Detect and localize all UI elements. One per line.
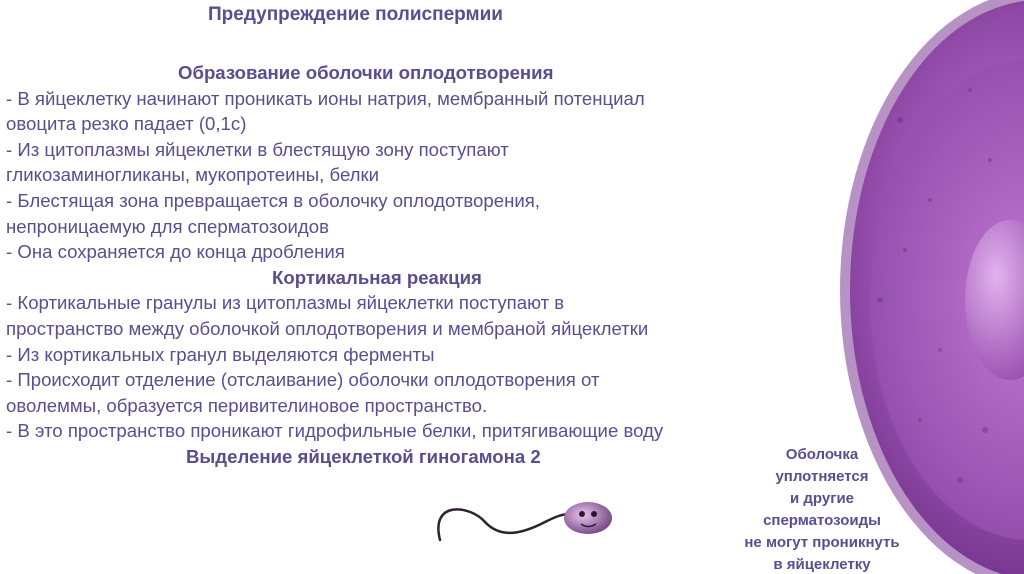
caption-line: Оболочка <box>785 446 859 463</box>
text-line: оволеммы, образуется перивителиновое пространство. <box>6 394 488 416</box>
text-line: - Происходит отделение (отслаивание) оболочки оплодотворения от <box>6 369 600 391</box>
slide-title: Предупреждение полиспермии <box>208 4 503 25</box>
slide-body <box>6 60 766 470</box>
text-line: непроницаемую для сперматозоидов <box>6 215 329 237</box>
text-line: - В это пространство проникают гидрофильные белки, притягивающие воду <box>6 420 664 442</box>
text-line: - В яйцеклетку начинают проникать ионы натрия, мембранный потенциал <box>6 87 645 109</box>
section-heading: Образование оболочки оплодотворения <box>178 62 554 83</box>
text-line: пространство между оболочкой оплодотворения и мембраной яйцеклетки <box>6 317 649 339</box>
text-line: - Из кортикальных гранул выделяются ферменты <box>6 343 435 365</box>
text-line: гликозаминогликаны, мукопротеины, белки <box>6 164 380 186</box>
text-line: овоцита резко падает (0,1с) <box>6 113 247 135</box>
section-heading: Кортикальная реакция <box>272 266 482 288</box>
text-line: - Кортикальные гранулы из цитоплазмы яйцеклетки поступают в <box>6 292 565 314</box>
text-line: - Из цитоплазмы яйцеклетки в блестящую зону поступают <box>6 138 509 160</box>
text-line: - Блестящая зона превращается в оболочку оплодотворения, <box>6 189 540 211</box>
caption-line: в яйцеклетку <box>773 556 871 573</box>
section-heading: Выделение яйцеклеткой гиногамона 2 <box>186 445 541 467</box>
text-line: - Она сохраняется до конца дробления <box>6 241 345 263</box>
caption-line: не могут проникнуть <box>744 534 900 551</box>
sperm-cell <box>438 502 612 540</box>
caption-line: уплотняется <box>775 468 869 485</box>
caption-line: и другие <box>789 490 855 507</box>
caption-line: сперматозоиды <box>763 512 881 529</box>
image-caption <box>722 444 922 574</box>
